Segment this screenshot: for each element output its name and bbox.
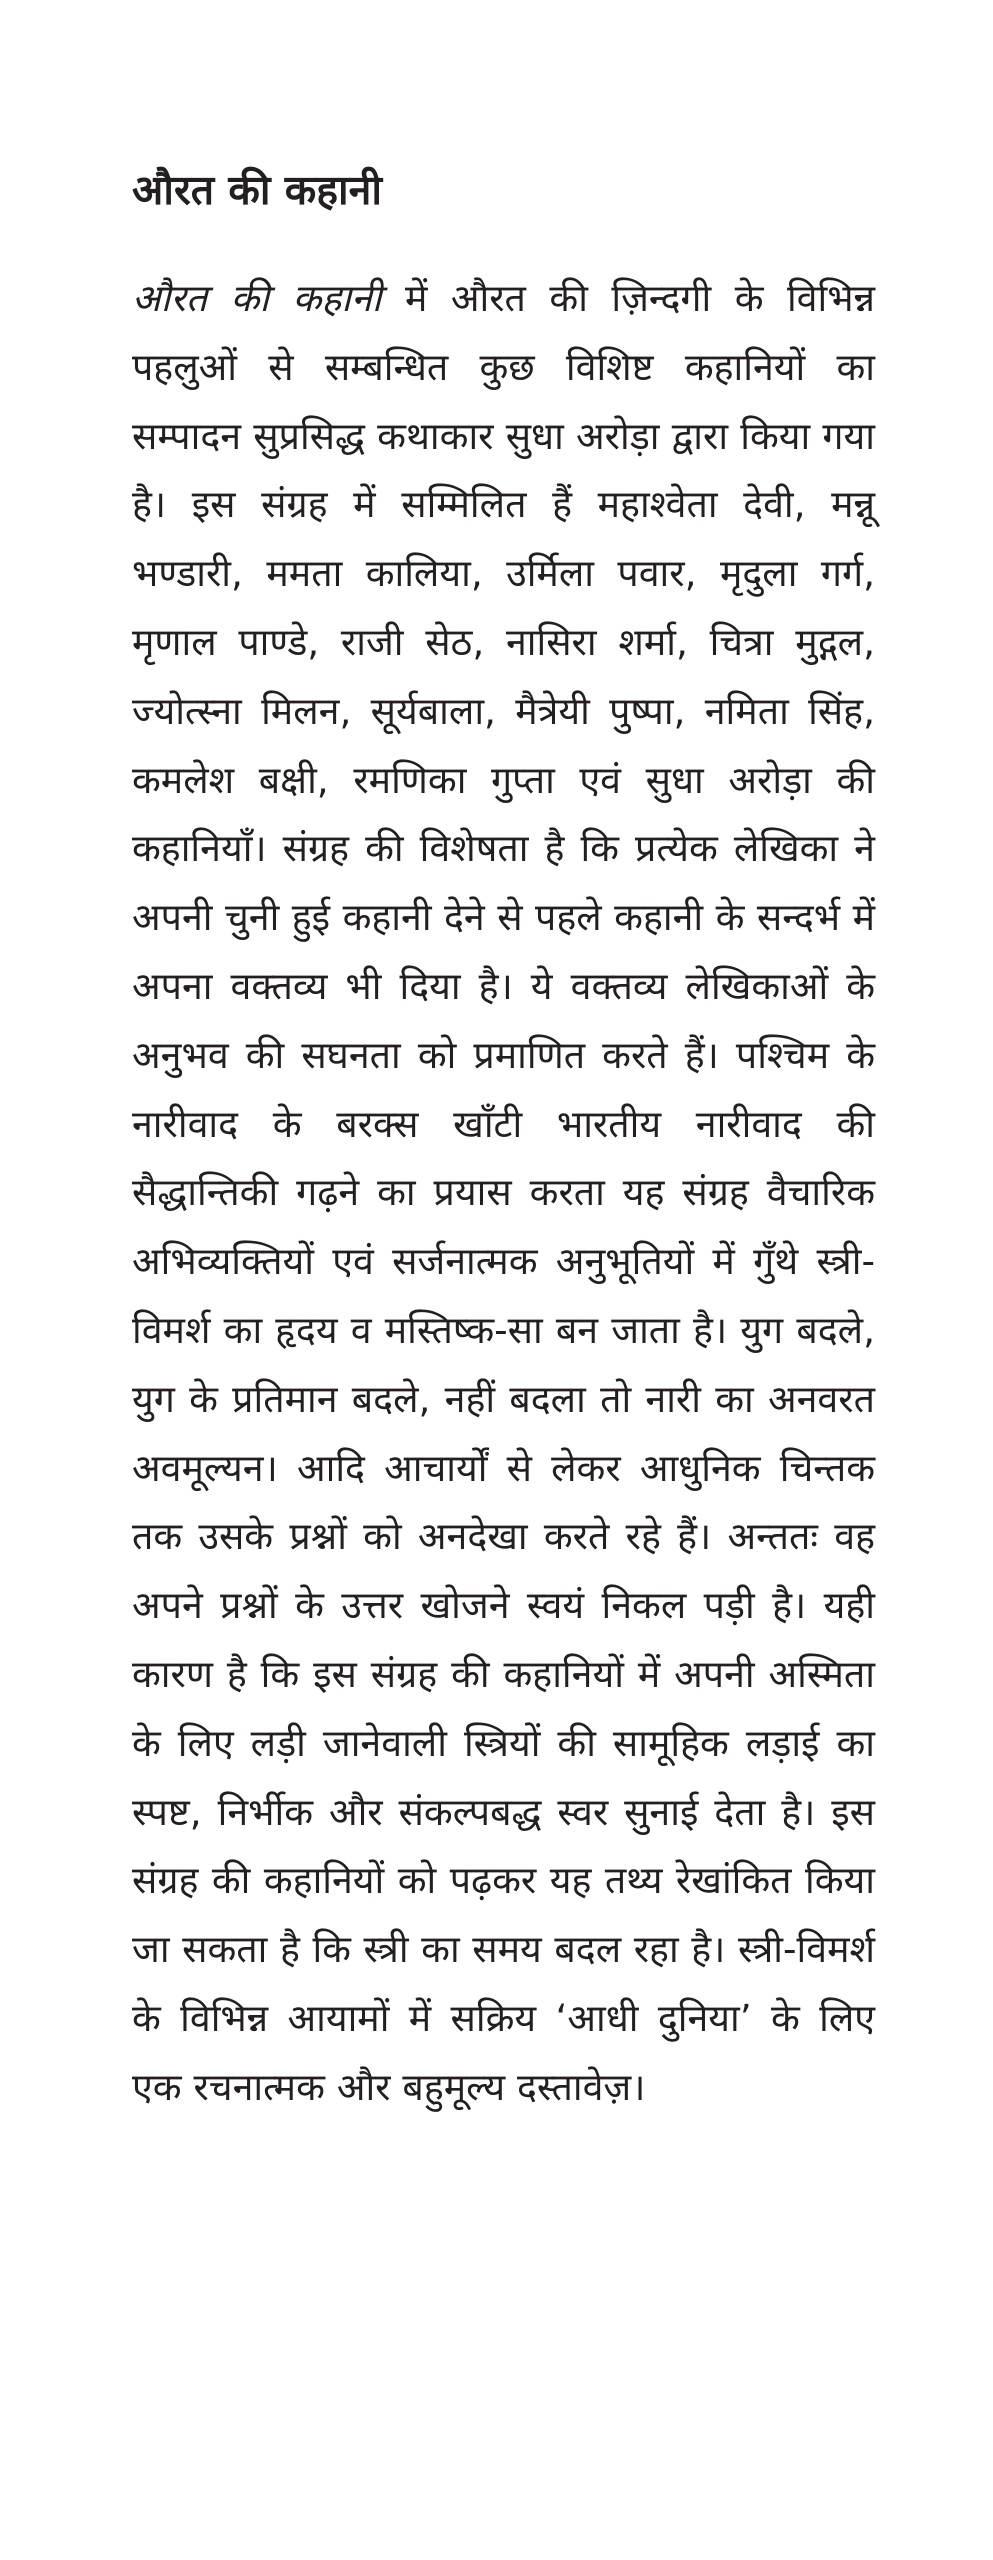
page-title: औरत की कहानी [132, 166, 382, 214]
book-title-italic: औरत की कहानी [132, 276, 382, 320]
blurb-paragraph [132, 264, 875, 2122]
blurb-text: में औरत की ज़िन्दगी के विभिन्न पहलुओं से सम्बन्धित कुछ विशिष्ट कहानियों का सम्पादन सुप्रसिद्ध कथाकार सुधा अरोड़ा द्वारा किया गया है। इस संग्रह में सम्मिलित हैं महाश्वेता देवी, मन्नू भण्डारी, ममता कालिया, उर्मिला पवार, मृदुला गर्ग, मृणाल पाण्डे, राजी सेठ, नासिरा शर्मा, चित्रा मुद्गल, ज्योत्स्ना मिलन, सूर्यबाला, मैत्रेयी पुष्पा, नमिता सिंह, कमलेश बक्षी, रमणिका गुप्ता एवं सुधा अरोड़ा की कहानियाँ। संग्रह की विशेषता है कि प्रत्येक लेखिका ने अपनी चुनी हुई कहानी देने से पहले कहानी के सन्दर्भ में अपना वक्तव्य भी दिया है। ये वक्तव्य लेखिकाओं के अनुभव की सघनता को प्रमाणित करते हैं। पश्चिम के नारीवाद के बरक्स खाँटी भारतीय नारीवाद की सैद्धान्तिकी गढ़ने का प्रयास करता यह संग्रह वैचारिक अभिव्यक्तियों एवं सर्जनात्मक अनुभूतियों में गुँथे स्त्री-विमर्श का हृदय व मस्तिष्क-सा बन जाता है। युग बदले, युग के प्रतिमान बदले, नहीं बदला तो नारी का अनवरत अवमूल्यन। आदि आचार्यों से लेकर आधुनिक चिन्तक तक उसके प्रश्नों को अनदेखा करते रहे हैं। अन्ततः वह अपने प्रश्नों के उत्तर खोजने स्वयं निकल पड़ी है। यही कारण है कि इस संग्रह की कहानियों में अपनी अस्मिता के लिए लड़ी जानेवाली स्त्रियों की सामूहिक लड़ाई का स्पष्ट, निर्भीक और संकल्पबद्ध स्वर सुनाई देता है। इस संग्रह की कहानियों को पढ़कर यह तथ्य रेखांकित किया जा सकता है कि स्त्री का समय बदल रहा है। स्त्री-विमर्श के विभिन्न आयामों में सक्रिय ‘आधी दुनिया’ के लिए एक रचनात्मक और बहुमूल्य दस्तावेज़। [132, 276, 875, 2109]
